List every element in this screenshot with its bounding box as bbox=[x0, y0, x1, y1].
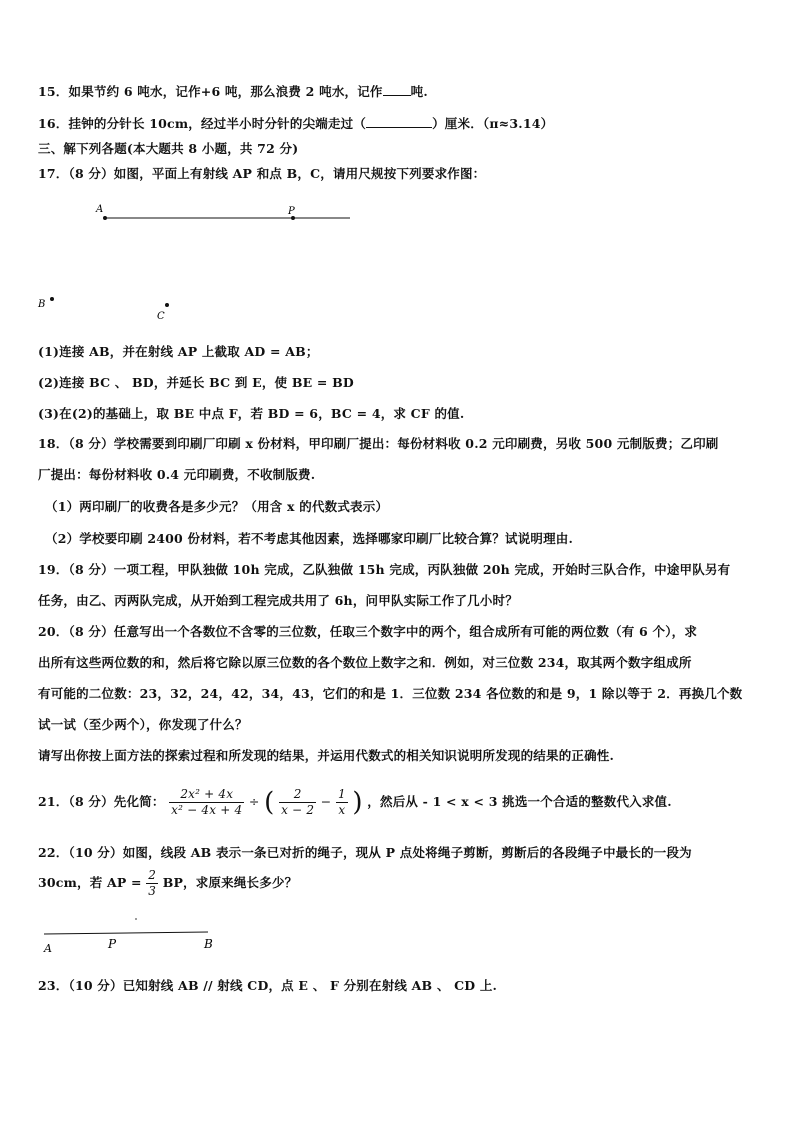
question-21 bbox=[38, 785, 672, 825]
q19-line2: 任务，由乙、丙两队完成，从开始到工程完成共用了 6h，问甲队实际工作了几小时？ bbox=[38, 593, 518, 608]
label-a: A bbox=[44, 942, 52, 955]
q21-lparen: ( bbox=[264, 787, 275, 818]
q21-minus: − bbox=[320, 794, 332, 809]
label-a: A bbox=[96, 204, 104, 215]
q22-figure bbox=[36, 912, 236, 957]
label-b: B bbox=[204, 937, 213, 951]
q20-line3: 有可能的二位数：23，32，24，42，34，43，它们的和是 1．三位数 234 各位数的和是 9，1 除以等于 2．再换几个数 bbox=[38, 686, 743, 701]
q21-fraction-1 bbox=[169, 787, 244, 818]
q15-text: 15．如果节约 6 吨水，记作+6 吨，那么浪费 2 吨水，记作 bbox=[38, 84, 383, 99]
q21-suffix: ，然后从 - 1 < x < 3 挑选一个合适的整数代入求值. bbox=[367, 794, 672, 809]
q21-prefix: 21．（8 分）先化简： bbox=[38, 794, 165, 809]
q21-den2: x − 2 bbox=[281, 803, 315, 817]
q21-den3: x bbox=[338, 803, 346, 817]
q17-part1: (1)连接 AB，并在射线 AP 上截取 AD = AB； bbox=[38, 344, 319, 359]
q22-fraction bbox=[146, 868, 158, 899]
point-b bbox=[50, 297, 54, 301]
q21-num1: 2x² + 4x bbox=[169, 787, 244, 803]
q15-after: 吨. bbox=[410, 84, 428, 99]
q21-rparen: ) bbox=[352, 787, 363, 818]
q21-num2: 2 bbox=[279, 787, 316, 803]
dot-mark bbox=[135, 918, 137, 920]
q20-line2: 出所有这些两位数的和，然后将它除以原三位数的各个数位上数字之和．例如，对三位数 234，取其两个数字组成所 bbox=[38, 655, 692, 670]
q21-op: ÷ bbox=[248, 794, 260, 809]
q16-blank bbox=[366, 115, 432, 128]
q22-l2b: BP，求原来绳长多少？ bbox=[162, 875, 298, 890]
q22-line1: 22．（10 分）如图，线段 AB 表示一条已对折的绳子，现从 P 点处将绳子剪断，剪断后的各段绳子中最长的一段为 bbox=[38, 845, 692, 860]
q22-num: 2 bbox=[148, 868, 157, 882]
q18-sub2: （2）学校要印刷 2400 份材料，若不考虑其他因素，选择哪家印刷厂比较合算？试说明理由. bbox=[45, 531, 574, 546]
q16-text: 16．挂钟的分针长 10cm，经过半小时分针的尖端走过（ bbox=[38, 116, 367, 131]
q18-line2: 厂提出：每份材料收 0.4 元印刷费，不收制版费. bbox=[38, 467, 316, 482]
q22-line2 bbox=[38, 866, 297, 906]
q21-fraction-2 bbox=[279, 787, 316, 818]
q21-fraction-3 bbox=[336, 787, 348, 818]
q21-den1: x² − 4x + 4 bbox=[171, 803, 243, 817]
question-16 bbox=[38, 115, 553, 132]
label-c: C bbox=[157, 311, 165, 322]
q20-line1: 20．（8 分）任意写出一个各数位不含零的三位数，任取三个数字中的两个，组合成所有可能的两位数（有 6 个），求 bbox=[38, 624, 698, 639]
point-a bbox=[103, 216, 107, 220]
question-15 bbox=[38, 83, 428, 100]
q18-line1: 18．（8 分）学校需要到印刷厂印刷 x 份材料，甲印刷厂提出：每份材料收 0.2 元印刷费，另收 500 元制版费；乙印刷 bbox=[38, 436, 719, 451]
q21-num3: 1 bbox=[337, 787, 346, 801]
label-p: P bbox=[108, 937, 117, 951]
question-23: 23．（10 分）已知射线 AB // 射线 CD，点 E 、 F 分别在射线 AB 、 CD 上. bbox=[38, 978, 498, 993]
q17-part3: (3)在(2)的基础上，取 BE 中点 F，若 BD = 6，BC = 4，求 CF 的值. bbox=[38, 406, 465, 421]
q18-sub1: （1）两印刷厂的收费各是多少元？（用含 x 的代数式表示） bbox=[45, 499, 389, 514]
q19-line1: 19．（8 分）一项工程，甲队独做 10h 完成，乙队独做 15h 完成，丙队独做 20h 完成，开始时三队合作，中途甲队另有 bbox=[38, 562, 731, 577]
q17-part2: (2)连接 BC 、 BD，并延长 BC 到 E，使 BE = BD bbox=[38, 375, 354, 390]
q16-after: ）厘米．（π≈3.14） bbox=[432, 116, 554, 131]
q20-line5: 请写出你按上面方法的探索过程和所发现的结果，并运用代数式的相关知识说明所发现的结果的正确性. bbox=[38, 748, 615, 763]
label-p: P bbox=[288, 206, 295, 217]
section-heading: 三、解下列各题(本大题共 8 小题，共 72 分) bbox=[38, 141, 299, 156]
q17-figure bbox=[30, 195, 370, 325]
q22-l2a: 30cm，若 AP = bbox=[38, 875, 142, 890]
q15-blank bbox=[383, 83, 411, 96]
point-c bbox=[165, 303, 169, 307]
segment-ab bbox=[44, 932, 208, 934]
q17-stem: 17．（8 分）如图，平面上有射线 AP 和点 B，C，请用尺规按下列要求作图： bbox=[38, 166, 486, 181]
q22-den: 3 bbox=[148, 884, 157, 898]
label-b: B bbox=[38, 299, 46, 310]
q20-line4: 试一试（至少两个），你发现了什么？ bbox=[38, 717, 248, 732]
